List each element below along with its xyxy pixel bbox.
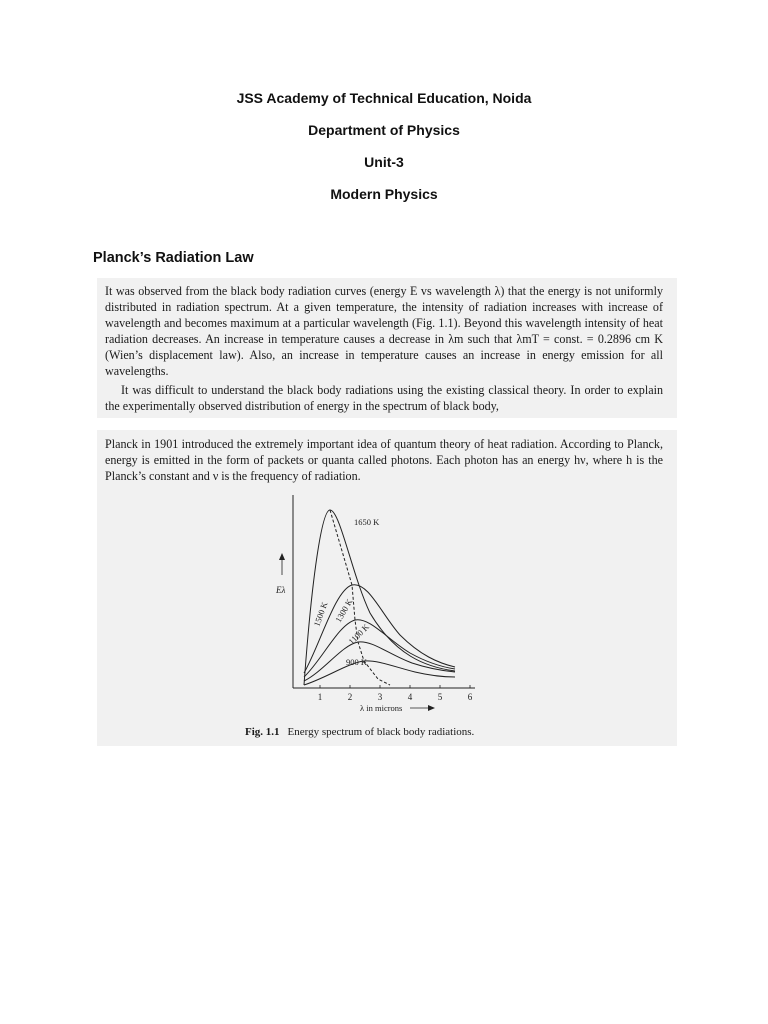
caption-text: Energy spectrum of black body radiations. <box>287 726 475 738</box>
department-title: Department of Physics <box>308 122 460 138</box>
x-axis-label: λ in microns <box>360 703 403 713</box>
curve-label-1100k: 1100 K <box>346 621 372 647</box>
x-tick-label: 6 <box>467 692 473 702</box>
figure-caption <box>245 726 474 738</box>
x-tick-label: 5 <box>437 692 443 702</box>
unit-title: Unit-3 <box>364 154 404 170</box>
curve-label-1650k: 1650 K <box>354 517 380 527</box>
curve-label-1500k: 1500 K <box>311 600 330 628</box>
paragraph-planck-quantum: Planck in 1901 introduced the extremely important idea of quantum theory of heat radiation. According to Planck, energy is emitted in the form of packets or quanta called photons. Each photon has an energy hν, where h is the Planck’s constant and ν is the frequency of radiation. <box>105 437 663 483</box>
caption-label: Fig. 1.1 <box>245 726 280 738</box>
section-heading: Planck’s Radiation Law <box>93 250 254 266</box>
paragraph-classical-theory: It was difficult to understand the black body radiations using the existing classical theory. In order to explain the experimentally observed distribution of energy in the spectrum of black body, <box>105 383 663 413</box>
curve-label-1300k: 1300 K <box>333 597 355 624</box>
x-tick-label: 2 <box>347 692 353 702</box>
x-tick-label: 1 <box>317 692 323 702</box>
y-axis-label: Eλ <box>276 585 286 595</box>
x-arrow-head-icon <box>428 705 435 711</box>
paragraph-wien-law: It was observed from the black body radiation curves (energy E vs wavelength λ) that the energy is not uniformly distributed in radiation spectrum. At a given temperature, the intensity of radiation increases with increase of wavelength and becomes maximum at a particular wavelength (Fig. 1.1). Beyond this wavelength intensity of heat radiation decreases. An increase in temperature causes a decrease in λm such that λmT = const. = 0.2896 cm K (Wien’s displacement law). Also, an increase in temperature causes an increase in energy emission for all wavelengths. <box>105 284 663 378</box>
blackbody-spectrum-figure <box>260 495 500 720</box>
x-tick-label: 4 <box>407 692 413 702</box>
subject-title: Modern Physics <box>330 186 438 202</box>
curve-label-900k: 900 K <box>346 657 368 667</box>
x-tick-label: 3 <box>377 692 383 702</box>
y-arrow-head-icon <box>279 553 285 560</box>
institution-title: JSS Academy of Technical Education, Noida <box>236 90 532 106</box>
curve-1500k <box>304 585 455 673</box>
